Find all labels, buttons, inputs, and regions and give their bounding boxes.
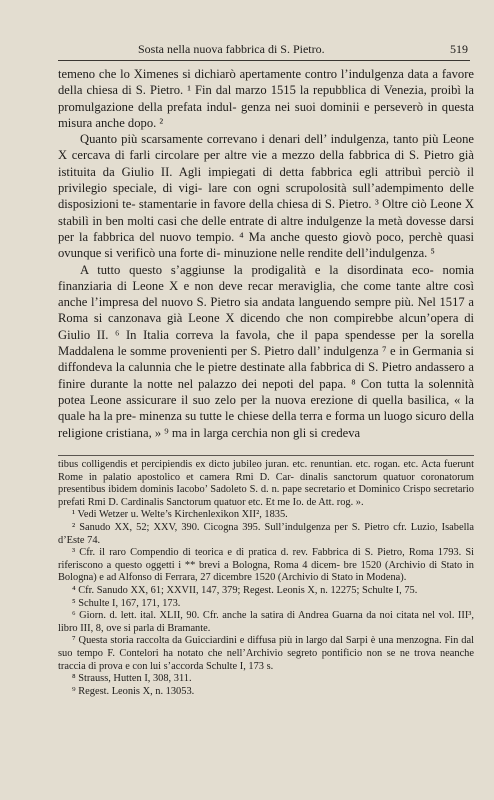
text-line: Roma 1793. Si riferiscono a questo oggetti i ** brevi a Bologna, Roma 4 dicem-: [58, 547, 475, 571]
text-line: minenza su tutte le chiese della terra e forma un luogo sicuro: [139, 409, 450, 424]
text-line: della fabbrica di S. Pietro già istituita da Giulio II. Agli impiegati: [58, 148, 474, 179]
text-line: segreto pontificio non se ne trova neanche traccia di prova e con lui s’accorda: [58, 647, 474, 672]
footnote-5: [58, 598, 474, 611]
text-line: le somme provenienti per S. Pietro dall’ indulgenza ⁷ e in Germania: [117, 344, 466, 359]
page-header: [58, 42, 472, 60]
text-line: zelo per la nuova erezione di quella basilica, « la quale ha la pre-: [58, 392, 474, 424]
text-line: correva la favola, che il papa spendesse per la sorella Maddalena: [58, 327, 475, 359]
text-line: Quanto più scarsamente correvano i denari dell’ indulgenza,: [80, 132, 394, 147]
text-line: temeno che lo Ximenes si dichiarò apertamente contro l’indulgenza: [58, 67, 408, 81]
footnote-4: [58, 585, 474, 598]
text-line: è una menzogna. Fin dal suo tempo F. Contelori ha notato che nell’Archivio: [58, 635, 474, 659]
text-line: ⁶ Giorn. d. lett. ital. XLII, 90. Cfr. anche la satira di Andrea Guarna da: [72, 610, 380, 622]
text-line: del papa. ⁸ Con tutta la solennità potea Leone assicurare il suo: [58, 376, 474, 407]
page-number: 519: [450, 42, 468, 56]
text-line: S. Pietro andassero a finire durante la notte nel palazzo dei nepoti: [58, 360, 474, 391]
text-line: minuzione nelle rendite dell’indulgenza. ⁵: [223, 246, 435, 261]
text-line: ⁷ Questa storia raccolta da Guicciardini e diffusa più in largo dal Sarpi: [72, 635, 371, 647]
text-line: ⁸ Strauss, Hutten I, 308, 311.: [72, 673, 192, 685]
text-line: di detta fabbrica egli attribuì perciò il privilegio speciale, di vigi-: [58, 164, 474, 196]
text-line: 27 dicembre 1520 (Archivio di Stato in Modena).: [200, 572, 407, 584]
text-line: dinalis sanctorum quatuor coronatorum presentibus ibidem dominis Iacobo’: [58, 471, 474, 496]
footnote-continuation: [58, 459, 474, 509]
footnote-2: [58, 522, 474, 547]
footnote-8: [58, 673, 474, 686]
text-line: questo giovò poco, perchè quasi ovunque si verificò una forte di-: [58, 229, 474, 261]
text-line: si diffondeva la calunnia che le pietre destinate alla fabbrica di: [58, 344, 474, 375]
text-line: metà dovesse darsi per la fabbrica del nuovo tempio. ⁴ Ma anche: [58, 213, 474, 244]
text-line: Sadoleto S. d. n. pape secretario et Dominico Crispo secretario prefati Rmi: [58, 484, 474, 508]
text-line: ¹ Vedi Wetzer u. Welte’s Kirchenlexikon XII², 1835.: [72, 509, 288, 521]
text-line: noi citata nel vol. III³, libro III, 8, ove si parla di Bramante.: [58, 610, 475, 634]
footnote-list: [58, 509, 474, 698]
paragraph-2: [58, 131, 474, 261]
text-line: D. Cardinalis Sanctorum quatuor etc. Et me Io. de Att. rog. ».: [108, 496, 364, 508]
text-line: Schulte I, 173 s.: [206, 660, 274, 672]
text-line: della religione cristiana, » ⁹ ma in larga cerchia non gli si credeva: [58, 409, 474, 440]
text-line: genza nei suoi dominii e perseverò in questa misura anche dopo. ²: [58, 99, 474, 130]
running-title: Sosta nella nuova fabbrica di S. Pietro.: [138, 42, 325, 56]
footnote-6: [58, 610, 474, 635]
text-line: dicendo che non compirebbe alcun’opera di Giulio II. ⁶ In Italia: [58, 311, 474, 342]
footnote-1: [58, 509, 474, 522]
text-line: ⁴ Cfr. Sanudo XX, 61; XXVII, 147, 379; Regest. Leonis X, n. 12275;: [72, 584, 362, 596]
footnote-3: [58, 547, 474, 585]
text-line: ⁹ Regest. Leonis X, n. 13053.: [72, 685, 195, 697]
text-line: ⁵ Schulte I, 167, 171, 173.: [72, 597, 181, 609]
text-line: bre 1520 (Archivio di Stato in Bologna) e ad Alfonso di Ferrara,: [58, 559, 474, 584]
text-line: A tutto questo s’aggiunse la prodigalità e la disordinata eco-: [80, 262, 443, 277]
footnotes: [58, 459, 474, 698]
text-line: repubblica di Venezia, proibì la promulgazione della prefata indul-: [58, 83, 474, 114]
text-line: lare con ogni scrupolosità sull’adempimento delle disposizioni te-: [58, 181, 474, 212]
text-line: stabilì in ben molti casi che delle entrate di altre indulgenze la: [58, 213, 379, 228]
text-line: languendo sempre più. Nel 1517 a Roma si canzonava già Leone X: [58, 295, 474, 326]
paragraph-3: [58, 262, 474, 441]
text-line: ² Sanudo XX, 52; XXV, 390. Cicogna 395. Sull’indulgenza per S. Pietro: [72, 521, 394, 533]
text-line: data a favore della chiesa di S. Pietro. ¹ Fin dal marzo 1515 la: [58, 67, 474, 98]
text-line: ³ Cfr. il raro Compendio di teorica e di pratica d. rev. Fabbrica di S. Pietro,: [72, 547, 409, 559]
footnote-7: [58, 635, 474, 673]
text-line: nomia finanziaria di Leone X e non deve recar meraviglia, che: [58, 262, 474, 293]
paragraph-1: [58, 66, 474, 131]
text-line: cfr. Luzio, Isabella d’Este 74.: [58, 521, 474, 546]
text-line: Schulte I, 75.: [361, 584, 418, 596]
header-rule: [58, 60, 470, 61]
footnote-rule: [58, 455, 474, 456]
text-line: tanto più Leone X cercava di farli circolare per altre vie a mezzo: [58, 132, 474, 163]
main-text: [58, 66, 474, 441]
text-line: come tante altre così anche l’impresa del nuovo S. Pietro sia andata: [58, 278, 474, 310]
text-line: stamentarie in favore della chiesa di S. Pietro. ³ Oltre ciò Leone X: [138, 197, 475, 212]
text-line: tibus colligendis et percipiendis ex dicto jubileo juran. etc. renuntian. etc.: [58, 459, 374, 470]
footnote-9: [58, 686, 474, 699]
text-line: rogan. etc. Acta fuerunt Rome in palatio apostolico et camera Rmi D. Car-: [58, 459, 474, 483]
